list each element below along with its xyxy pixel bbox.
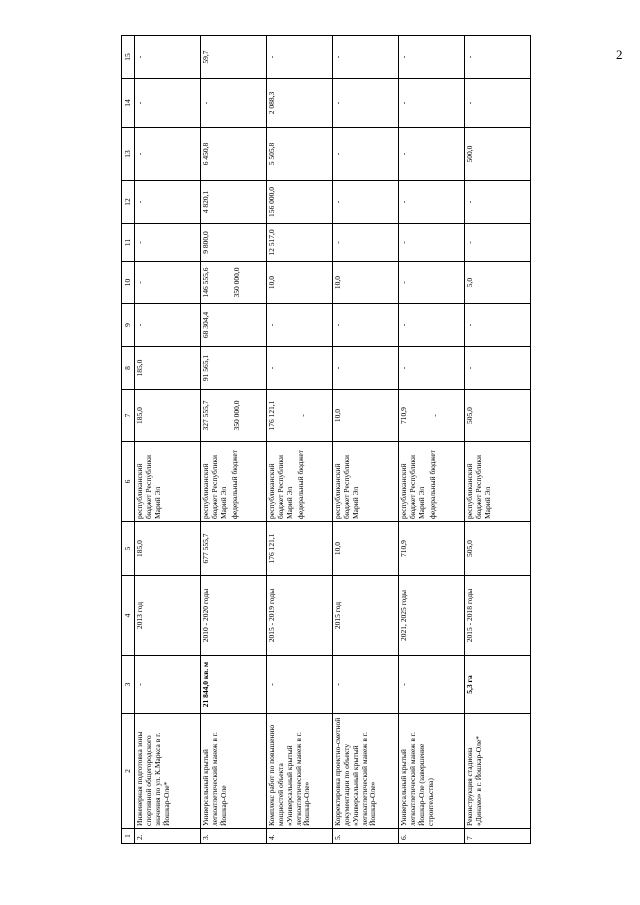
- cell-c8: [135, 347, 201, 390]
- cell-c7: [201, 390, 267, 442]
- cell-value: 500,0: [465, 145, 474, 163]
- cell-sources: [333, 442, 399, 522]
- cell-c4: 2015 год: [333, 576, 399, 656]
- cell-value: 185,0: [135, 359, 144, 377]
- cell-c11: [333, 224, 399, 262]
- cell-value: 68 304,4: [201, 311, 210, 339]
- cell-value: -: [399, 55, 408, 59]
- cell-value: -: [135, 152, 144, 156]
- cell-value: 146 555,6: [201, 267, 210, 298]
- cell-value: -: [399, 101, 408, 105]
- cell-c12: [201, 181, 267, 224]
- column-header-14: 14: [122, 79, 135, 128]
- table-row: [465, 36, 531, 844]
- cell-c7: [465, 390, 531, 442]
- funding-source: федеральный бюджет: [427, 449, 437, 519]
- cell-name: Комплекс работ по повышению мощностей объекта «Универсальный крытый легкоатлетический манеж в г. Йошкар-Оле»: [267, 714, 333, 829]
- cell-c3: -: [135, 656, 201, 714]
- cell-num: 2.: [135, 829, 201, 844]
- cell-c10: [333, 262, 399, 304]
- cell-value: -: [201, 101, 210, 105]
- cell-value: 350 000,0: [231, 400, 241, 431]
- cell-value: -: [333, 241, 342, 244]
- cell-value: -: [135, 101, 144, 105]
- cell-c14: [399, 79, 465, 128]
- cell-value: 505,0: [465, 407, 474, 424]
- cell-c3: 5,3 га: [465, 656, 531, 714]
- cell-value: -: [399, 323, 408, 327]
- cell-value: 10,0: [333, 275, 342, 290]
- cell-c9: [135, 304, 201, 347]
- cell-name: Корректировка проектно-сметной документации по объекту «Универсальный крытый легкоатлетический манеж в г. Йошкар-Оле»: [333, 714, 399, 829]
- cell-c8: [201, 347, 267, 390]
- column-header-9: 9: [122, 304, 135, 347]
- table-row: [201, 36, 267, 844]
- cell-c3: -: [267, 656, 333, 714]
- cell-value: -: [135, 200, 144, 204]
- cell-c14: [135, 79, 201, 128]
- cell-c8: [267, 347, 333, 390]
- cell-value: -: [333, 366, 342, 370]
- cell-c15: [399, 36, 465, 79]
- cell-num: 4.: [267, 829, 333, 844]
- cell-value: -: [333, 101, 342, 105]
- program-table: [121, 35, 531, 844]
- cell-c3: 21 844,0 кв. м: [201, 656, 267, 714]
- cell-value: -: [399, 366, 408, 370]
- cell-name: Универсальный крытый легкоатлетический манеж в г. Йошкар-Оле: [201, 714, 267, 829]
- table-row: [267, 36, 333, 844]
- cell-value: 350 000,0: [231, 267, 241, 298]
- cell-c5: 505,0: [465, 522, 531, 576]
- cell-value: 10,0: [267, 275, 276, 290]
- cell-c14: [267, 79, 333, 128]
- funding-source: республиканский бюджет Республики Марий Эл: [465, 454, 492, 519]
- funding-source: федеральный бюджет: [295, 449, 305, 519]
- cell-c10: [399, 262, 465, 304]
- cell-value: -: [465, 101, 474, 105]
- cell-c8: [465, 347, 531, 390]
- cell-value: 156 000,0: [267, 187, 276, 217]
- cell-value: -: [399, 152, 408, 156]
- cell-c4: 2010 - 2020 годы: [201, 576, 267, 656]
- cell-name: Реконструкция стадиона «Динамо» в г. Йошкар-Оле*: [465, 714, 531, 829]
- cell-c12: [399, 181, 465, 224]
- cell-c15: [333, 36, 399, 79]
- cell-c11: [201, 224, 267, 262]
- cell-value: 59,7: [201, 50, 210, 64]
- cell-c7: [333, 390, 399, 442]
- cell-c4: 2015 - 2018 годы: [465, 576, 531, 656]
- cell-name: Инженерная подготовка зоны спортивной общегородского значения по ул. К.Маркса в г. Йошкар-Оле*: [135, 714, 201, 829]
- cell-c15: [201, 36, 267, 79]
- cell-c7: [267, 390, 333, 442]
- cell-name: Универсальный крытый легкоатлетический манеж в г. Йошкар-Оле (завершение строительства): [399, 714, 465, 829]
- cell-c3: -: [399, 656, 465, 714]
- cell-c10: [267, 262, 333, 304]
- cell-c15: [267, 36, 333, 79]
- cell-c3: -: [333, 656, 399, 714]
- cell-c8: [333, 347, 399, 390]
- cell-value: -: [465, 323, 474, 327]
- table-row: [399, 36, 465, 844]
- cell-value: -: [267, 323, 276, 327]
- cell-value: -: [465, 55, 474, 59]
- cell-c9: [465, 304, 531, 347]
- cell-c12: [465, 181, 531, 224]
- cell-c4: 2021, 2025 годы: [399, 576, 465, 656]
- cell-value: 9 800,0: [201, 231, 210, 254]
- cell-value: 710,9: [399, 407, 408, 424]
- cell-c5: 710,9: [399, 522, 465, 576]
- cell-num: 3.: [201, 829, 267, 844]
- funding-source: республиканский бюджет Республики Марий Эл: [399, 454, 426, 519]
- funding-source: республиканский бюджет Республики Марий Эл: [135, 454, 162, 519]
- cell-c11: [399, 224, 465, 262]
- cell-num: 5.: [333, 829, 399, 844]
- cell-sources: [135, 442, 201, 522]
- cell-c14: [201, 79, 267, 128]
- cell-value: -: [267, 366, 276, 370]
- cell-value: 5 505,8: [267, 142, 276, 166]
- column-header-8: 8: [122, 347, 135, 390]
- cell-c4: 2013 год: [135, 576, 201, 656]
- funding-source: федеральный бюджет: [229, 449, 239, 519]
- column-header-12: 12: [122, 181, 135, 224]
- cell-value: -: [333, 323, 342, 327]
- cell-value: -: [267, 55, 276, 59]
- table-body: [135, 36, 531, 844]
- cell-c14: [333, 79, 399, 128]
- cell-value: -: [135, 55, 144, 59]
- cell-num: 7: [465, 829, 531, 844]
- cell-c10: [465, 262, 531, 304]
- cell-c11: [267, 224, 333, 262]
- funding-source: республиканский бюджет Республики Марий Эл: [333, 454, 360, 519]
- cell-c8: [399, 347, 465, 390]
- cell-c5: 10,0: [333, 522, 399, 576]
- cell-value: 12 517,0: [267, 229, 276, 256]
- column-header-11: 11: [122, 224, 135, 262]
- cell-value: -: [135, 241, 144, 244]
- column-header-13: 13: [122, 128, 135, 181]
- cell-c15: [135, 36, 201, 79]
- cell-value: 91 565,1: [201, 354, 210, 382]
- cell-value: -: [465, 241, 474, 244]
- cell-value: -: [399, 241, 408, 244]
- cell-value: -: [465, 366, 474, 370]
- cell-c13: [333, 128, 399, 181]
- cell-c9: [333, 304, 399, 347]
- cell-c14: [465, 79, 531, 128]
- cell-value: -: [429, 414, 439, 417]
- cell-value: 6 450,8: [201, 142, 210, 166]
- cell-value: -: [333, 200, 342, 204]
- column-header-5: 5: [122, 522, 135, 576]
- cell-c12: [333, 181, 399, 224]
- cell-sources: [399, 442, 465, 522]
- cell-c9: [267, 304, 333, 347]
- cell-c5: 176 121,1: [267, 522, 333, 576]
- page-number: 2: [616, 47, 623, 62]
- cell-num: 6.: [399, 829, 465, 844]
- column-header-10: 10: [122, 262, 135, 304]
- cell-value: -: [297, 414, 307, 417]
- cell-c4: 2015 - 2019 годы: [267, 576, 333, 656]
- cell-value: -: [399, 281, 408, 284]
- cell-sources: [267, 442, 333, 522]
- cell-c12: [267, 181, 333, 224]
- cell-value: 4 820,1: [201, 190, 210, 214]
- cell-value: -: [135, 281, 144, 284]
- cell-c10: [201, 262, 267, 304]
- cell-c10: [135, 262, 201, 304]
- cell-sources: [201, 442, 267, 522]
- cell-c13: [399, 128, 465, 181]
- cell-value: -: [135, 323, 144, 327]
- cell-value: 10,0: [333, 408, 342, 423]
- table-header: [122, 36, 135, 844]
- column-header-4: 4: [122, 576, 135, 656]
- cell-c5: 677 555,7: [201, 522, 267, 576]
- cell-c13: [135, 128, 201, 181]
- cell-value: 2 088,3: [267, 91, 276, 115]
- cell-value: 5,0: [465, 277, 474, 288]
- column-header-7: 7: [122, 390, 135, 442]
- header-row: [122, 36, 135, 844]
- cell-value: -: [465, 200, 474, 204]
- cell-value: 327 555,7: [201, 400, 210, 431]
- column-header-3: 3: [122, 656, 135, 714]
- table-row: [333, 36, 399, 844]
- column-header-2: 2: [122, 714, 135, 829]
- column-header-15: 15: [122, 36, 135, 79]
- cell-value: 176 121,1: [267, 400, 276, 431]
- cell-value: -: [333, 152, 342, 156]
- cell-c5: 185,0: [135, 522, 201, 576]
- cell-c13: [201, 128, 267, 181]
- table-row: [135, 36, 201, 844]
- rotated-table-container: [121, 36, 527, 844]
- cell-c12: [135, 181, 201, 224]
- cell-c11: [465, 224, 531, 262]
- cell-c9: [399, 304, 465, 347]
- cell-c7: [399, 390, 465, 442]
- cell-value: -: [333, 55, 342, 59]
- cell-c11: [135, 224, 201, 262]
- column-header-1: 1: [122, 829, 135, 844]
- cell-c9: [201, 304, 267, 347]
- funding-source: республиканский бюджет Республики Марий Эл: [201, 454, 228, 519]
- cell-sources: [465, 442, 531, 522]
- column-header-6: 6: [122, 442, 135, 522]
- cell-c7: [135, 390, 201, 442]
- cell-value: 185,0: [135, 407, 144, 424]
- funding-source: республиканский бюджет Республики Марий Эл: [267, 454, 294, 519]
- cell-value: -: [399, 200, 408, 204]
- cell-c13: [267, 128, 333, 181]
- cell-c13: [465, 128, 531, 181]
- cell-c15: [465, 36, 531, 79]
